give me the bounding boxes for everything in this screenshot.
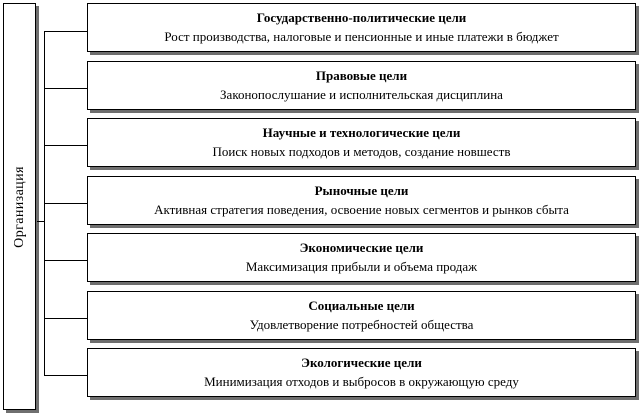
branch-connector-2	[45, 88, 87, 89]
organization-label: Организация	[11, 165, 27, 248]
goal-description: Максимизация прибыли и объема продаж	[245, 259, 478, 274]
goal-title: Социальные цели	[308, 298, 415, 313]
goal-box-scientific-technological	[87, 118, 636, 167]
goal-box-state-political	[87, 3, 636, 52]
branch-connector-3	[45, 145, 87, 146]
goal-title: Экологические цели	[301, 355, 422, 370]
goal-title: Правовые цели	[315, 68, 408, 83]
goal-title: Рыночные цели	[314, 183, 409, 198]
goal-description: Активная стратегия поведения, освоение новых сегментов и рынков сбыта	[154, 202, 569, 217]
branch-connector-7	[45, 375, 87, 376]
branch-connector-1	[45, 31, 87, 32]
branch-connector-5	[45, 260, 87, 261]
goal-description: Поиск новых подходов и методов, создание новшеств	[212, 144, 511, 159]
goal-title: Государственно-политические цели	[256, 10, 467, 25]
goal-box-market	[87, 176, 636, 225]
goal-box-social	[87, 291, 636, 340]
goal-description: Законопослушание и исполнительская дисциплина	[220, 87, 503, 102]
goal-title: Научные и технологические цели	[262, 125, 461, 140]
goal-description: Рост производства, налоговые и пенсионные и иные платежи в бюджет	[164, 29, 559, 44]
organization-box	[3, 3, 36, 410]
goal-description: Минимизация отходов и выбросов в окружающую среду	[204, 374, 519, 389]
goal-title: Экономические цели	[299, 240, 424, 255]
branch-connector-4	[45, 203, 87, 204]
branch-connector-6	[45, 318, 87, 319]
goal-box-legal	[87, 61, 636, 110]
goal-box-economic	[87, 233, 636, 282]
goal-box-ecological	[87, 348, 636, 397]
goal-description: Удовлетворение потребностей общества	[249, 317, 474, 332]
